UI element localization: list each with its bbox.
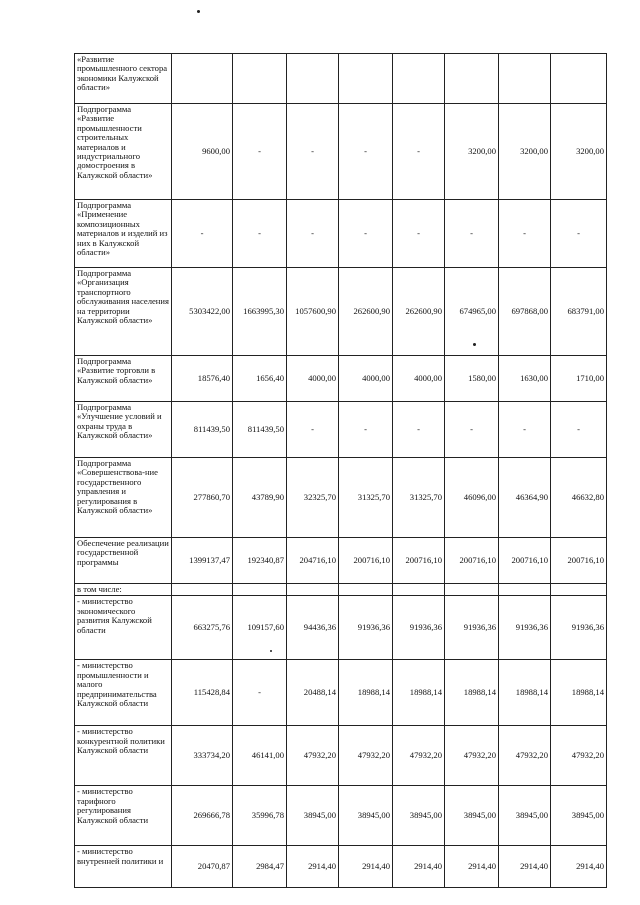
table-cell: 4000,00 [287,356,339,402]
table-cell: 2914,40 [339,846,393,888]
table-cell: - [172,200,233,268]
table-cell: 91936,36 [393,596,445,660]
table-cell: 3200,00 [445,104,499,200]
table-cell: 18576,40 [172,356,233,402]
table-cell: 46141,00 [233,726,287,786]
table-cell: 811439,50 [233,402,287,458]
table-cell: 47932,20 [339,726,393,786]
table-cell: 811439,50 [172,402,233,458]
table-cell: 2914,40 [445,846,499,888]
table-cell: - [339,104,393,200]
table-cell: 91936,36 [551,596,607,660]
row-label: - министерство тарифного регулирования Калужской области [75,786,172,846]
table-row [75,200,607,268]
table-cell: 1710,00 [551,356,607,402]
table-cell: 18988,14 [339,660,393,726]
table-body [75,54,607,888]
table-cell: 1580,00 [445,356,499,402]
table-cell: 9600,00 [172,104,233,200]
table-cell: 18988,14 [393,660,445,726]
table-cell: 262600,90 [339,268,393,356]
row-label: - министерство экономического развития Калужской области [75,596,172,660]
table-cell: 109157,60 [233,596,287,660]
table-cell: 91936,36 [445,596,499,660]
table-cell [172,584,233,596]
row-label: - министерство промышленности и малого предпринимательства Калужской области [75,660,172,726]
table-cell: - [499,402,551,458]
table-cell: 269666,78 [172,786,233,846]
table-cell [393,584,445,596]
budget-table [74,53,607,888]
table-row [75,846,607,888]
table-cell: - [287,200,339,268]
table-cell: - [339,200,393,268]
table-cell: 1057600,90 [287,268,339,356]
table-row [75,268,607,356]
table-cell: 38945,00 [445,786,499,846]
table-cell: 46364,90 [499,458,551,538]
table-row [75,54,607,104]
table-cell [551,584,607,596]
table-cell: 200716,10 [393,538,445,584]
table-cell: 1663995,30 [233,268,287,356]
table-cell: 4000,00 [393,356,445,402]
table-cell: 115428,84 [172,660,233,726]
table-row [75,356,607,402]
table-cell: 683791,00 [551,268,607,356]
table-cell: 200716,10 [445,538,499,584]
table-cell: 18988,14 [445,660,499,726]
table-row [75,458,607,538]
table-cell: 277860,70 [172,458,233,538]
table-cell: - [393,402,445,458]
table-cell: - [233,660,287,726]
table-cell [445,584,499,596]
table-cell: 192340,87 [233,538,287,584]
table-cell [499,584,551,596]
table-cell: 46096,00 [445,458,499,538]
table-cell: - [233,200,287,268]
table-cell: 2914,40 [287,846,339,888]
table-cell: 43789,90 [233,458,287,538]
row-label: Обеспечение реализации государственной программы [75,538,172,584]
table-cell: 2984,47 [233,846,287,888]
table-cell [445,54,499,104]
table-cell: 262600,90 [393,268,445,356]
table-row [75,596,607,660]
table-cell: 47932,20 [287,726,339,786]
table-cell: - [551,402,607,458]
scan-speck [197,10,200,13]
table-cell: 663275,76 [172,596,233,660]
table-cell: 47932,20 [393,726,445,786]
row-label: Подпрограмма «Улучшение условий и охраны труда в Калужской области» [75,402,172,458]
table-cell [287,584,339,596]
table-cell: - [393,200,445,268]
table-cell: 38945,00 [393,786,445,846]
table-cell: - [287,104,339,200]
table-cell: 200716,10 [551,538,607,584]
table-row [75,538,607,584]
table-cell: 91936,36 [499,596,551,660]
row-label: - министерство конкурентной политики Калужской области [75,726,172,786]
table-cell: - [499,200,551,268]
table-cell: 333734,20 [172,726,233,786]
table-row [75,786,607,846]
table-cell: 1399137,47 [172,538,233,584]
table-cell: 91936,36 [339,596,393,660]
table-cell [172,54,233,104]
table-cell: - [233,104,287,200]
row-label: Подпрограмма «Применение композиционных материалов и изделий из них в Калужской области» [75,200,172,268]
table-cell [393,54,445,104]
table-row [75,726,607,786]
row-label: Подпрограмма «Совершенствова-ние государственного управления и регулирования в Калужской области» [75,458,172,538]
row-label: Подпрограмма «Развитие промышленности строительных материалов и индустриального домостроения в Калужской области» [75,104,172,200]
table-cell: 31325,70 [393,458,445,538]
table-cell: 38945,00 [287,786,339,846]
table-row [75,402,607,458]
table-cell: 2914,40 [499,846,551,888]
table-cell: 200716,10 [499,538,551,584]
table-cell: 47932,20 [551,726,607,786]
table-cell: 1656,40 [233,356,287,402]
row-label: Подпрограмма «Развитие торговли в Калужской области» [75,356,172,402]
table-cell: 38945,00 [499,786,551,846]
table-cell [551,54,607,104]
table-cell: 20488,14 [287,660,339,726]
table-cell: 674965,00 [445,268,499,356]
table-cell: - [445,402,499,458]
table-cell: 1630,00 [499,356,551,402]
table-cell [233,584,287,596]
table-cell: - [445,200,499,268]
table-cell: - [339,402,393,458]
table-cell: 32325,70 [287,458,339,538]
table-cell: 697868,00 [499,268,551,356]
table-cell: 200716,10 [339,538,393,584]
table-cell: 31325,70 [339,458,393,538]
table-cell: 46632,80 [551,458,607,538]
table-cell: 47932,20 [499,726,551,786]
table-cell [233,54,287,104]
table-cell: 38945,00 [339,786,393,846]
table-cell: 38945,00 [551,786,607,846]
table-row [75,660,607,726]
table-cell: 204716,10 [287,538,339,584]
table-cell [339,54,393,104]
table-row [75,584,607,596]
table-cell: 18988,14 [551,660,607,726]
table-cell: 2914,40 [393,846,445,888]
row-label: - министерство внутренней политики и [75,846,172,888]
table-cell: - [551,200,607,268]
table-cell: 20470,87 [172,846,233,888]
table-row [75,104,607,200]
table-cell: 35996,78 [233,786,287,846]
table-cell: 2914,40 [551,846,607,888]
table-cell [339,584,393,596]
row-label: в том числе: [75,584,172,596]
table-cell: - [287,402,339,458]
table-cell: 5303422,00 [172,268,233,356]
row-label: Подпрограмма «Организация транспортного обслуживания населения на территории Калужской области» [75,268,172,356]
table-cell: 94436,36 [287,596,339,660]
table-cell [287,54,339,104]
row-label: «Развитие промышленного сектора экономики Калужской области» [75,54,172,104]
table-cell: 47932,20 [445,726,499,786]
table-cell: 4000,00 [339,356,393,402]
table-cell [499,54,551,104]
table-cell: - [393,104,445,200]
table-cell: 18988,14 [499,660,551,726]
table-cell: 3200,00 [551,104,607,200]
table-cell: 3200,00 [499,104,551,200]
